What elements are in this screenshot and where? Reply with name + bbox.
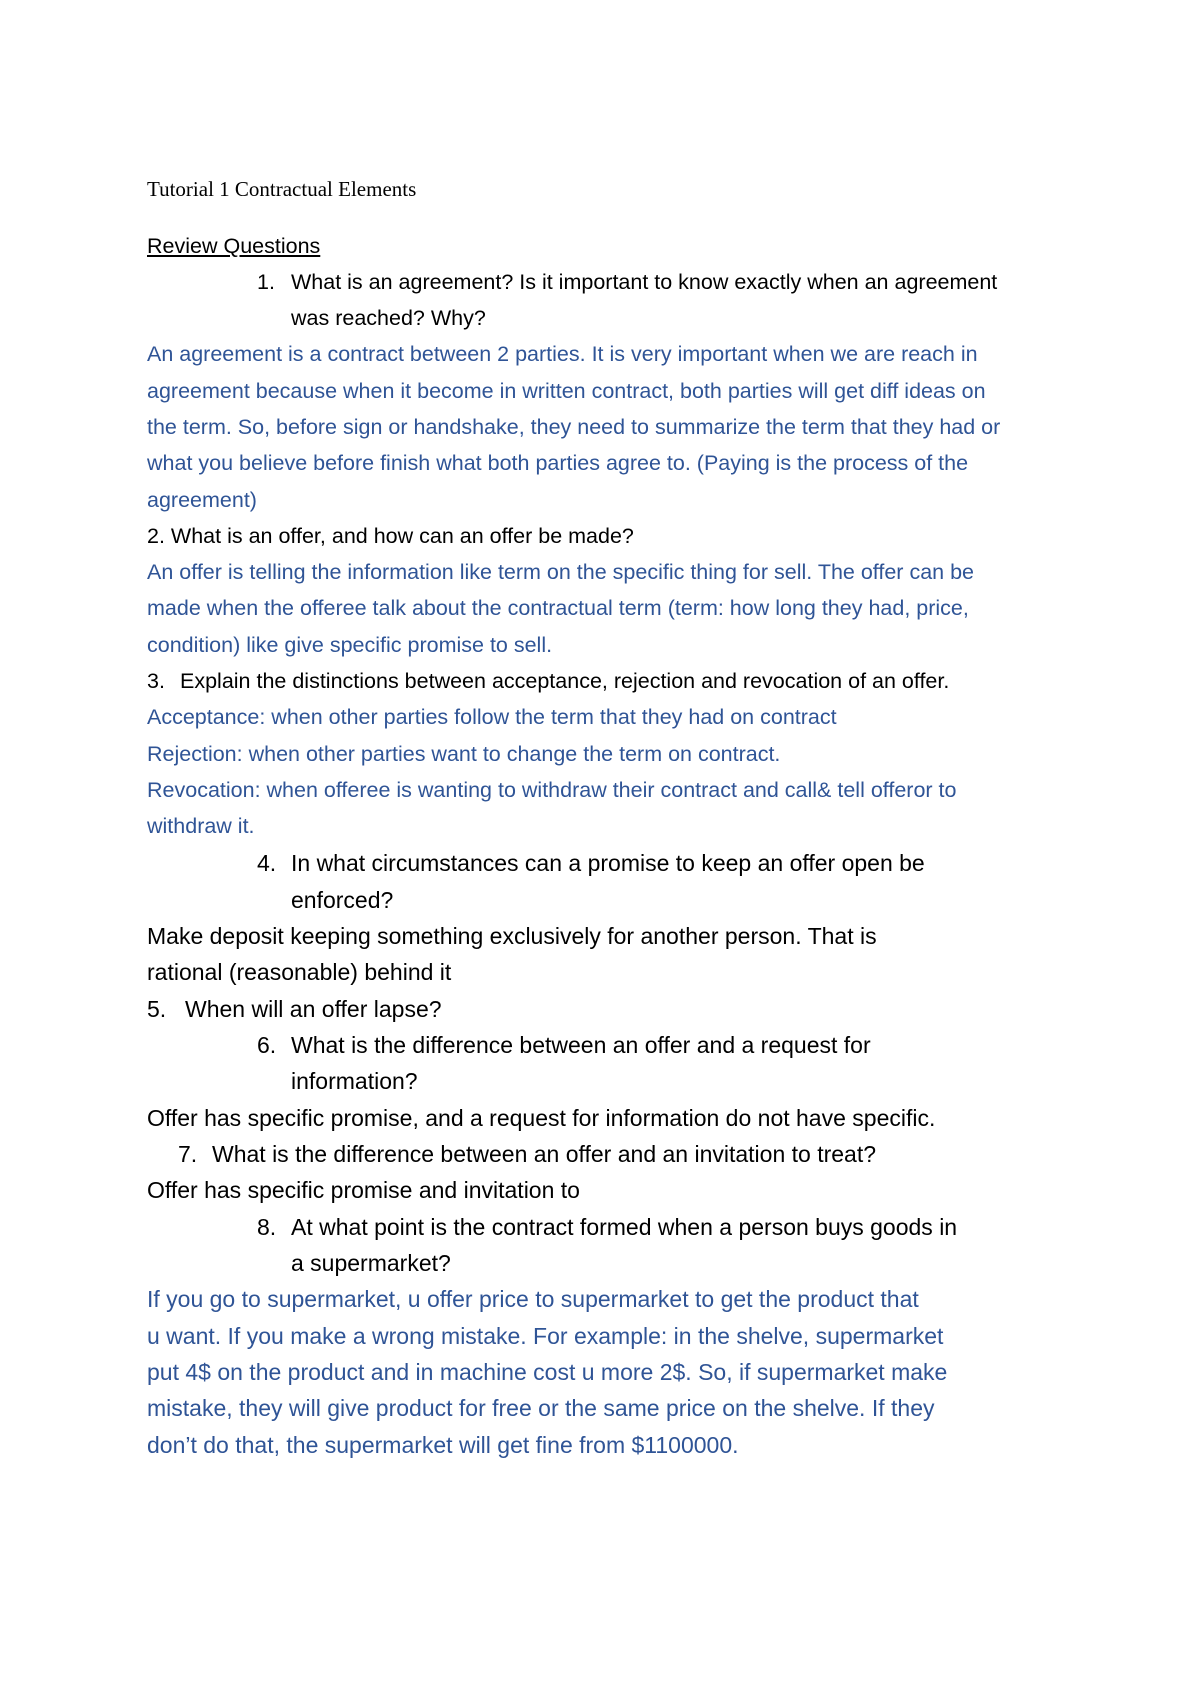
question-number: 4. <box>257 850 277 876</box>
section-heading: Review Questions <box>147 234 321 258</box>
question-text: In what circumstances can a promise to keep an offer open be <box>291 850 925 876</box>
question-number: 6. <box>257 1032 277 1058</box>
question-2 <box>147 526 634 548</box>
question-text: Explain the distinctions between acceptance, rejection and revocation of an offer. <box>180 669 950 693</box>
answer-8-line-2: u want. If you make a wrong mistake. For example: in the shelve, supermarket <box>147 1323 944 1349</box>
question-text: When will an offer lapse? <box>185 996 442 1022</box>
question-4-line-2: enforced? <box>291 887 394 913</box>
question-number: 2. <box>147 524 165 548</box>
question-number: 5. <box>147 996 167 1022</box>
answer-3-line-2: Rejection: when other parties want to change the term on contract. <box>147 742 781 766</box>
answer-8-line-1: If you go to supermarket, u offer price to supermarket to get the product that <box>147 1286 919 1312</box>
answer-1-line-2: agreement because when it become in written contract, both parties will get diff ideas on <box>147 379 986 403</box>
answer-8-line-4: mistake, they will give product for free or the same price on the shelve. If they <box>147 1395 935 1421</box>
answer-4-line-1: Make deposit keeping something exclusively for another person. That is <box>147 923 877 949</box>
answer-3-line-3: Revocation: when offeree is wanting to withdraw their contract and call& tell offeror to <box>147 778 957 802</box>
question-1 <box>257 272 997 294</box>
question-text: At what point is the contract formed when a person buys goods in <box>291 1214 958 1240</box>
question-6-line-2: information? <box>291 1068 418 1094</box>
answer-6-line-1: Offer has specific promise, and a request for information do not have specific. <box>147 1105 936 1131</box>
answer-3-line-4: withdraw it. <box>147 814 255 838</box>
answer-2-line-3: condition) like give specific promise to sell. <box>147 633 553 657</box>
answer-2-line-1: An offer is telling the information like term on the specific thing for sell. The offer can be <box>147 560 974 584</box>
answer-1-line-4: what you believe before finish what both parties agree to. (Paying is the process of the <box>147 451 969 475</box>
question-text: What is an agreement? Is it important to know exactly when an agreement <box>291 270 998 294</box>
question-4 <box>257 852 925 875</box>
answer-7-line-1: Offer has specific promise and invitation to <box>147 1177 580 1203</box>
question-number: 7. <box>178 1141 198 1167</box>
answer-1-line-3: the term. So, before sign or handshake, they need to summarize the term that they had or <box>147 415 1001 439</box>
question-number: 8. <box>257 1214 277 1240</box>
answer-8-line-3: put 4$ on the product and in machine cost u more 2$. So, if supermarket make <box>147 1359 948 1385</box>
question-number: 1. <box>257 270 275 294</box>
answer-1-line-5: agreement) <box>147 488 257 512</box>
question-number: 3. <box>147 669 165 693</box>
question-7 <box>178 1143 876 1166</box>
question-8-line-2: a supermarket? <box>291 1250 451 1276</box>
question-6 <box>257 1034 871 1057</box>
question-3 <box>147 671 949 693</box>
answer-2-line-2: made when the offeree talk about the contractual term (term: how long they had, price, <box>147 596 969 620</box>
question-text: What is an offer, and how can an offer be made? <box>170 524 634 548</box>
answer-1-line-1: An agreement is a contract between 2 parties. It is very important when we are reach in <box>147 342 978 366</box>
question-8 <box>257 1216 957 1239</box>
question-text: What is the difference between an offer and an invitation to treat? <box>212 1141 877 1167</box>
answer-8-line-5: don’t do that, the supermarket will get fine from $1100000. <box>147 1432 739 1458</box>
answer-4-line-2: rational (reasonable) behind it <box>147 959 452 985</box>
question-text: What is the difference between an offer and a request for <box>291 1032 871 1058</box>
document-title: Tutorial 1 Contractual Elements <box>147 177 417 201</box>
question-5 <box>147 998 442 1021</box>
answer-3-line-1: Acceptance: when other parties follow the term that they had on contract <box>147 705 837 729</box>
question-1-line-2: was reached? Why? <box>291 306 486 330</box>
